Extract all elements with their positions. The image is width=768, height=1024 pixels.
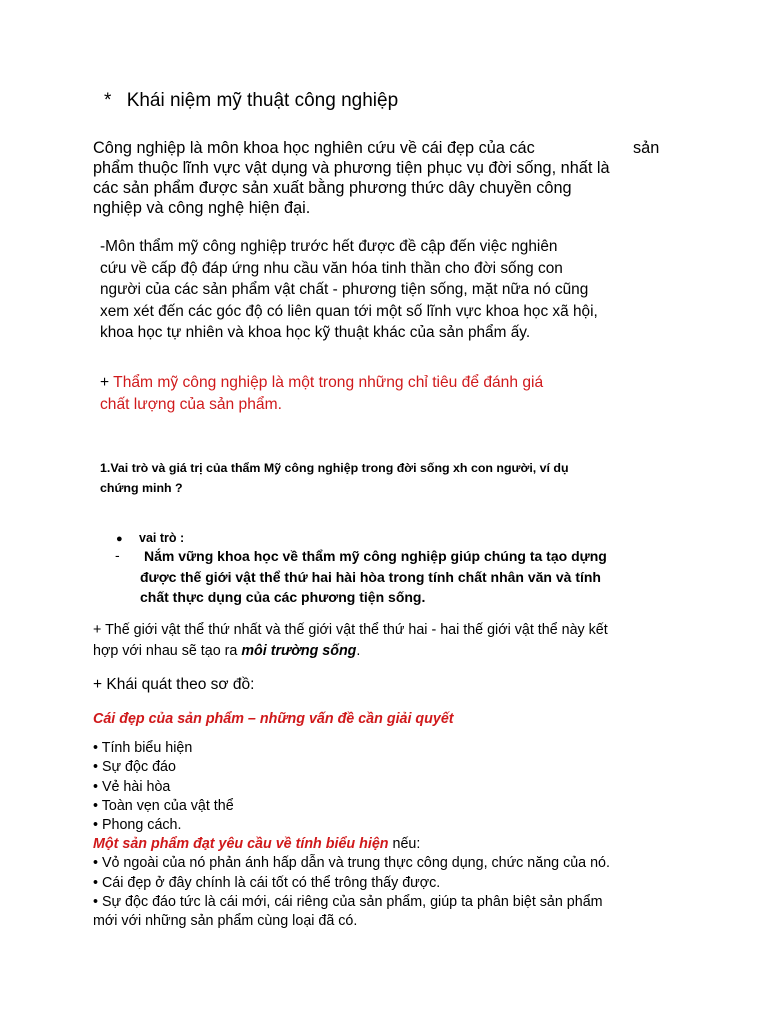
role-paragraph <box>140 546 680 608</box>
criterion-line-1: Thẩm mỹ công nghiệp là một trong những chỉ tiêu để đánh giá <box>113 374 544 391</box>
expressive-suffix: nếu: <box>388 836 421 852</box>
definition-paragraph <box>93 138 693 218</box>
definition-line-2: phẩm thuộc lĩnh vực vật dụng và phương tiện phục vụ đời sống, nhất là <box>93 159 610 177</box>
question-line-1: 1.Vai trò và giá trị của thẩm Mỹ công nghiệp trong đời sống xh con người, ví dụ <box>100 461 569 475</box>
role-line: chất thực dụng của các phương tiện sống. <box>140 589 426 605</box>
heading-text: Khái niệm mỹ thuật công nghiệp <box>126 90 399 111</box>
worlds-line-2a: hợp với nhau sẽ tạo ra <box>93 642 242 659</box>
question-heading <box>100 459 680 498</box>
subject-line: cứu về cấp độ đáp ứng nhu cầu văn hóa tinh thần cho đời sống con <box>100 259 563 277</box>
definition-line-4: nghiệp và công nghệ hiện đại. <box>93 199 311 217</box>
expressive-paragraph <box>93 835 693 931</box>
beauty-title: Cái đẹp của sản phẩm – những vấn đề cần giải quyết <box>93 711 454 727</box>
heading-bullet: * <box>104 90 112 111</box>
role-dash: - <box>115 547 120 563</box>
role-label-row <box>116 531 185 545</box>
list-item: • Tính biểu hiện <box>93 740 193 756</box>
role-line: được thế giới vật thể thứ hai hài hòa trong tính chất nhân văn và tính <box>140 568 601 585</box>
list-item: • Toàn vẹn của vật thể <box>93 797 234 814</box>
definition-line-3: các sản phẩm được sản xuất bằng phương thức dây chuyền công <box>93 179 572 197</box>
subject-line: khoa học tự nhiên và khoa học kỹ thuật khác của sản phẩm ấy. <box>100 324 531 342</box>
worlds-line-1: + Thế giới vật thể thứ nhất và thế giới vật thể thứ hai - hai thế giới vật thể này kết <box>93 622 608 638</box>
list-item: • Sự độc đáo <box>93 759 176 776</box>
overview-line: + Khái quát theo sơ đồ: <box>93 676 255 693</box>
list-item: • Vẻ hài hòa <box>93 778 171 795</box>
criterion-line-2: chất lượng của sản phẩm. <box>100 396 282 413</box>
expressive-line: • Cái đẹp ở đây chính là cái tốt có thể trông thấy được. <box>93 874 441 891</box>
expressive-line: mới với những sản phẩm cùng loại đã có. <box>93 913 358 930</box>
section-heading <box>104 90 398 112</box>
worlds-line-2c: . <box>356 642 361 659</box>
worlds-emphasis: môi trường sống <box>241 642 357 659</box>
definition-line-1a: Công nghiệp là môn khoa học nghiên cứu về cái đẹp của các <box>93 139 535 157</box>
beauty-list <box>93 739 234 835</box>
worlds-paragraph <box>93 620 683 661</box>
expressive-line: • Vỏ ngoài của nó phản ánh hấp dẫn và trung thực công dụng, chức năng của nó. <box>93 855 610 872</box>
expressive-line: • Sự độc đáo tức là cái mới, cái riêng của sản phẩm, giúp ta phân biệt sản phẩm <box>93 893 603 910</box>
subject-line: người của các sản phẩm vật chất - phương tiện sống, mặt nữa nó cũng <box>100 281 589 299</box>
subject-paragraph <box>100 236 680 344</box>
criterion-plus: + <box>100 374 110 391</box>
role-bullet: ● <box>116 533 123 545</box>
question-line-2: chứng minh ? <box>100 480 183 495</box>
role-label: vai trò : <box>139 531 185 545</box>
criterion-paragraph <box>100 372 660 416</box>
list-item: • Phong cách. <box>93 817 182 834</box>
expressive-title: Một sản phẩm đạt yêu cầu về tính biểu hiện <box>93 836 389 852</box>
subject-line: xem xét đến các góc độ có liên quan tới một số lĩnh vực khoa học xã hội, <box>100 302 598 320</box>
definition-line-1b: sản <box>633 139 660 157</box>
subject-line: -Môn thẩm mỹ công nghiệp trước hết được đề cập đến việc nghiên <box>100 238 558 255</box>
role-line: Nắm vững khoa học về thẩm mỹ công nghiệp giúp chúng ta tạo dựng <box>144 548 607 564</box>
